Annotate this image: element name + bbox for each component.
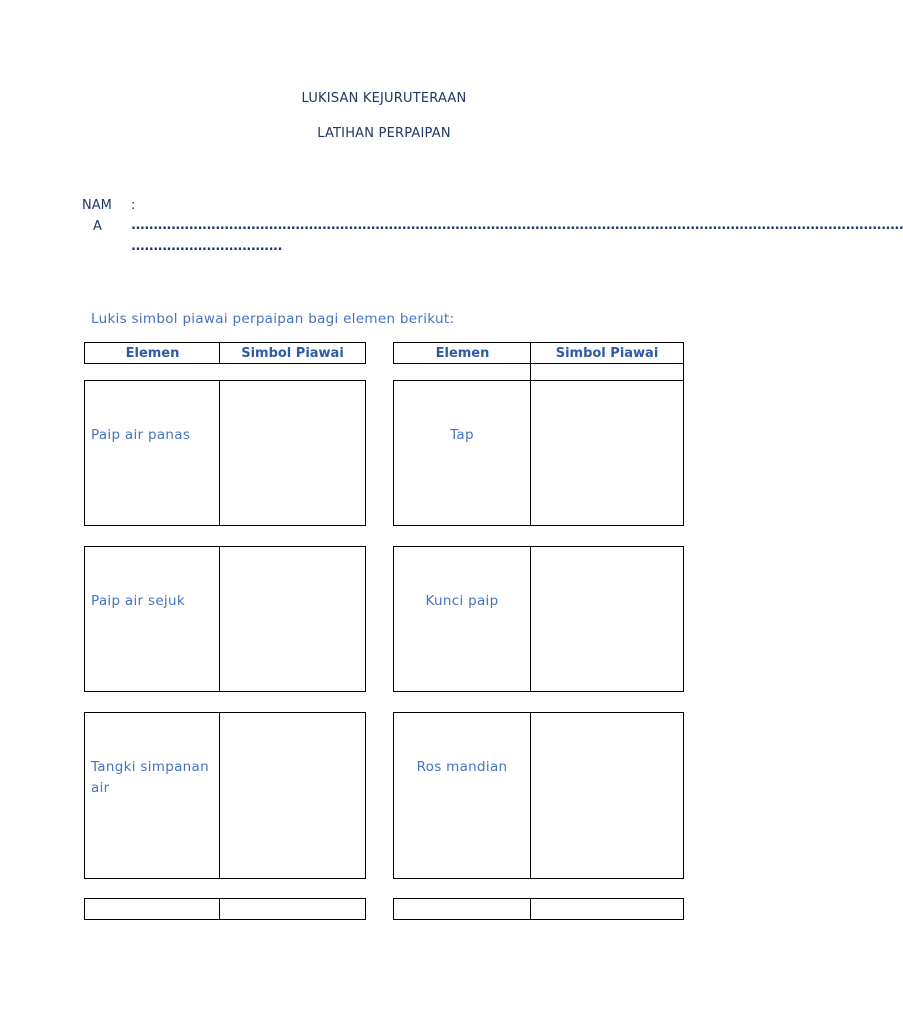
row-divider bbox=[530, 899, 531, 919]
document-title: LUKISAN KEJURUTERAAN bbox=[301, 91, 467, 106]
name-dotted-line-2[interactable]: .................................. bbox=[131, 239, 282, 254]
right-header-symbol: Simbol Piawai bbox=[555, 345, 659, 361]
symbol-drawing-area[interactable] bbox=[531, 381, 683, 525]
name-label-line1: NAM bbox=[82, 198, 112, 213]
document-subtitle: LATIHAN PERPAIPAN bbox=[317, 126, 451, 141]
left-row-3 bbox=[84, 712, 366, 879]
right-row-4 bbox=[393, 898, 684, 920]
right-row-3 bbox=[393, 712, 684, 879]
name-label-line2: A bbox=[93, 219, 102, 234]
left-row-4 bbox=[84, 898, 366, 920]
left-table-header bbox=[84, 342, 366, 364]
right-header-element: Elemen bbox=[435, 345, 490, 361]
name-colon: : bbox=[131, 198, 136, 213]
left-header-symbol: Simbol Piawai bbox=[241, 345, 344, 361]
name-dotted-line-1[interactable]: .............................................................................................................................................................................. bbox=[131, 218, 903, 233]
element-shower-rose: Ros mandian bbox=[416, 759, 508, 775]
element-tap: Tap bbox=[450, 427, 474, 443]
symbol-drawing-area[interactable] bbox=[220, 381, 365, 525]
symbol-drawing-area[interactable] bbox=[220, 547, 365, 691]
left-header-element: Elemen bbox=[125, 345, 180, 361]
symbol-drawing-area[interactable] bbox=[531, 547, 683, 691]
right-table-header bbox=[393, 342, 684, 364]
right-row-2 bbox=[393, 546, 684, 692]
symbol-drawing-area[interactable] bbox=[531, 713, 683, 878]
symbol-drawing-area[interactable] bbox=[220, 713, 365, 878]
left-row-1 bbox=[84, 380, 366, 526]
element-hot-water-pipe: Paip air panas bbox=[91, 427, 191, 443]
row-divider bbox=[219, 899, 220, 919]
right-row-1 bbox=[393, 380, 684, 526]
element-pipe-key: Kunci paip bbox=[425, 593, 499, 609]
element-water-storage-tank: Tangki simpanan air bbox=[91, 759, 209, 796]
instruction-text: Lukis simbol piawai perpaipan bagi elemen berikut: bbox=[91, 311, 455, 327]
left-row-2 bbox=[84, 546, 366, 692]
element-cold-water-pipe: Paip air sejuk bbox=[91, 593, 185, 609]
